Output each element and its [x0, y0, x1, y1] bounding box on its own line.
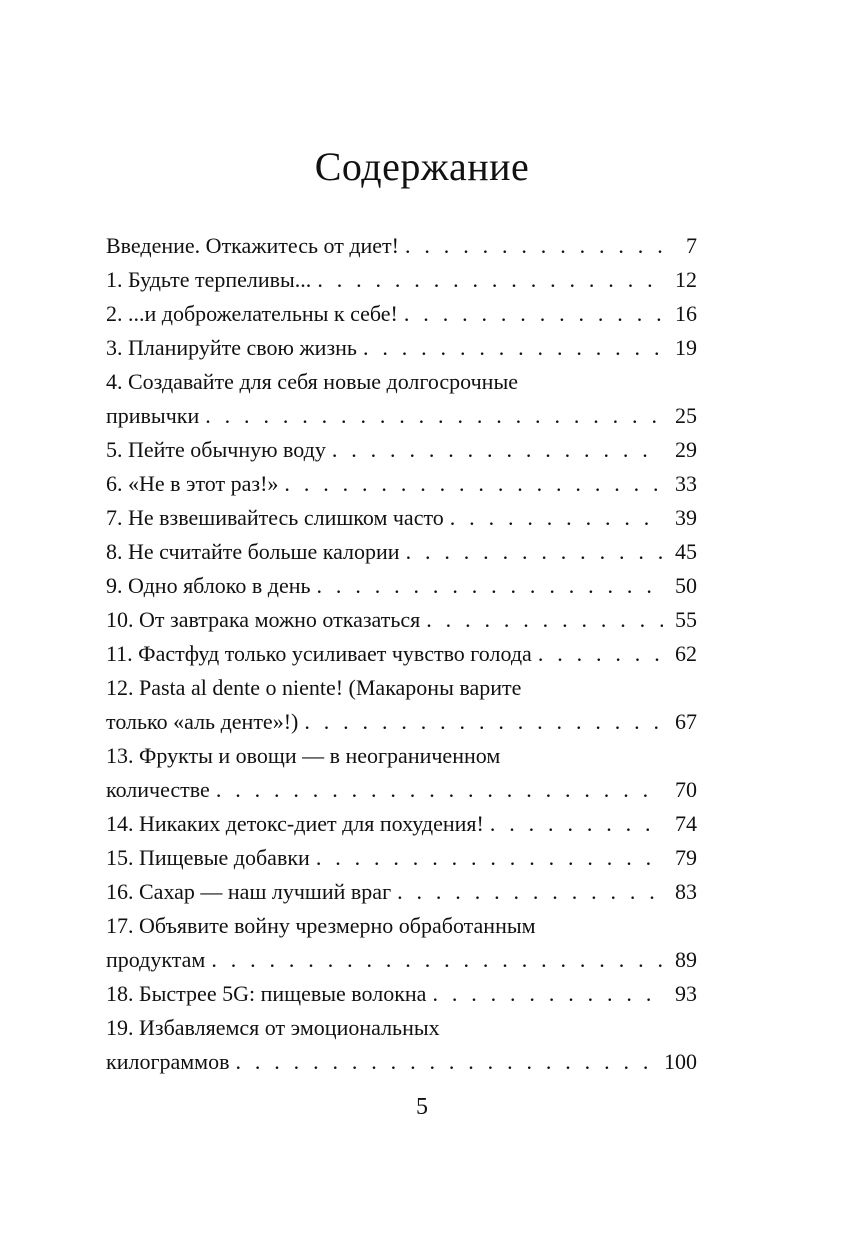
toc-entry-page-number: 29 [675, 437, 697, 462]
dot-leader [490, 807, 663, 841]
toc-entry-row [106, 433, 697, 467]
toc-entry [106, 909, 697, 977]
toc-entry [106, 263, 697, 297]
toc-entry [106, 365, 697, 433]
toc-entry-page-number: 33 [675, 471, 697, 496]
toc-entry-page-number: 79 [675, 845, 697, 870]
toc-entry-title: 15. Пищевые добавки [106, 845, 310, 870]
page-number: 5 [416, 1094, 428, 1120]
table-of-contents [106, 229, 697, 1079]
toc-entry-row [106, 705, 697, 739]
toc-entry-page-number: 39 [675, 505, 697, 530]
dot-leader [332, 433, 663, 467]
toc-entry-title-line: 19. Избавляемся от эмоциональных [106, 1015, 440, 1040]
toc-entry-row [106, 467, 697, 501]
toc-entry-title: 11. Фастфуд только усиливает чувство голода [106, 641, 532, 666]
dot-leader [397, 875, 663, 909]
toc-entry-title: килограммов [106, 1049, 230, 1074]
dot-leader [432, 977, 663, 1011]
toc-entry-row [106, 637, 697, 671]
toc-entry-page-number: 50 [675, 573, 697, 598]
dot-leader [404, 297, 663, 331]
toc-entry-row [106, 977, 697, 1011]
toc-entry-title-line: 17. Объявите войну чрезмерно обработанным [106, 913, 536, 938]
dot-leader [317, 569, 663, 603]
toc-entry [106, 739, 697, 807]
toc-entry-page-number: 45 [675, 539, 697, 564]
dot-leader [405, 229, 663, 263]
toc-entry-page-number: 74 [675, 811, 697, 836]
toc-entry-page-number: 16 [675, 301, 697, 326]
toc-entry [106, 637, 697, 671]
dot-leader [235, 1045, 654, 1079]
toc-entry [106, 433, 697, 467]
dot-leader [316, 841, 663, 875]
dot-leader [363, 331, 663, 365]
toc-entry-title: 14. Никаких детокс-диет для похудения! [106, 811, 484, 836]
toc-entry-title: 7. Не взвешивайтесь слишком часто [106, 505, 444, 530]
toc-entry-row [106, 263, 697, 297]
toc-entry-title: количестве [106, 777, 210, 802]
dot-leader [317, 263, 663, 297]
toc-entry-page-number: 67 [675, 709, 697, 734]
toc-entry-row [106, 501, 697, 535]
toc-entry-title-line: 4. Создавайте для себя новые долгосрочные [106, 369, 518, 394]
toc-entry-title: 10. От завтрака можно отказаться [106, 607, 421, 632]
toc-entry-row [106, 943, 697, 977]
toc-entry [106, 841, 697, 875]
toc-entry-title: 9. Одно яблоко в день [106, 573, 311, 598]
toc-entry-title: 18. Быстрее 5G: пищевые волокна [106, 981, 427, 1006]
toc-entry-page-number: 89 [675, 947, 697, 972]
dot-leader [426, 603, 663, 637]
toc-entry-page-number: 55 [675, 607, 697, 632]
dot-leader [538, 637, 663, 671]
toc-entry [106, 603, 697, 637]
toc-entry [106, 501, 697, 535]
toc-entry-title: 8. Не считайте больше калории [106, 539, 400, 564]
toc-entry-page-number: 19 [675, 335, 697, 360]
toc-entry-page-number: 62 [675, 641, 697, 666]
toc-entry-title: 2. ...и доброжелательны к себе! [106, 301, 398, 326]
toc-entry-title: 3. Планируйте свою жизнь [106, 335, 357, 360]
toc-entry-page-number: 93 [675, 981, 697, 1006]
toc-entry-row [106, 297, 697, 331]
toc-entry-row [106, 603, 697, 637]
toc-entry [106, 535, 697, 569]
toc-entry [106, 671, 697, 739]
dot-leader [284, 467, 663, 501]
toc-entry-title: 6. «Не в этот раз!» [106, 471, 279, 496]
toc-entry-title-line: 13. Фрукты и овощи — в неограниченном [106, 743, 501, 768]
toc-entry-row [106, 399, 697, 433]
dot-leader [450, 501, 663, 535]
toc-entry [106, 977, 697, 1011]
toc-entry-title: Введение. Откажитесь от диет! [106, 233, 399, 258]
dot-leader [216, 773, 663, 807]
toc-entry [106, 1011, 697, 1079]
toc-entry-title: 1. Будьте терпеливы... [106, 267, 312, 292]
page-title: Содержание [314, 144, 530, 189]
toc-entry-row [106, 841, 697, 875]
toc-entry [106, 807, 697, 841]
toc-entry-title-line: 12. Pasta al dente o niente! (Макароны варите [106, 675, 522, 700]
toc-entry-row [106, 773, 697, 807]
toc-entry [106, 467, 697, 501]
toc-entry-row [106, 807, 697, 841]
toc-entry [106, 569, 697, 603]
toc-entry [106, 875, 697, 909]
dot-leader [211, 943, 663, 977]
toc-entry-row [106, 1045, 697, 1079]
toc-entry-row [106, 229, 697, 263]
toc-entry-title: продуктам [106, 947, 206, 972]
toc-entry-page-number: 70 [675, 777, 697, 802]
toc-entry-row [106, 331, 697, 365]
dot-leader [304, 705, 663, 739]
toc-entry [106, 331, 697, 365]
toc-entry-title: только «аль денте»!) [106, 709, 299, 734]
toc-entry-row [106, 569, 697, 603]
toc-entry-row [106, 535, 697, 569]
toc-entry-page-number: 25 [675, 403, 697, 428]
toc-entry-title: привычки [106, 403, 200, 428]
toc-entry-row [106, 875, 697, 909]
toc-entry-page-number: 12 [675, 267, 697, 292]
dot-leader [406, 535, 663, 569]
toc-entry-page-number: 100 [664, 1049, 697, 1074]
toc-entry [106, 297, 697, 331]
toc-entry-page-number: 7 [686, 233, 697, 258]
dot-leader [205, 399, 663, 433]
toc-entry-title: 5. Пейте обычную воду [106, 437, 326, 462]
toc-entry-title: 16. Сахар — наш лучший враг [106, 879, 392, 904]
toc-entry [106, 229, 697, 263]
toc-entry-page-number: 83 [675, 879, 697, 904]
